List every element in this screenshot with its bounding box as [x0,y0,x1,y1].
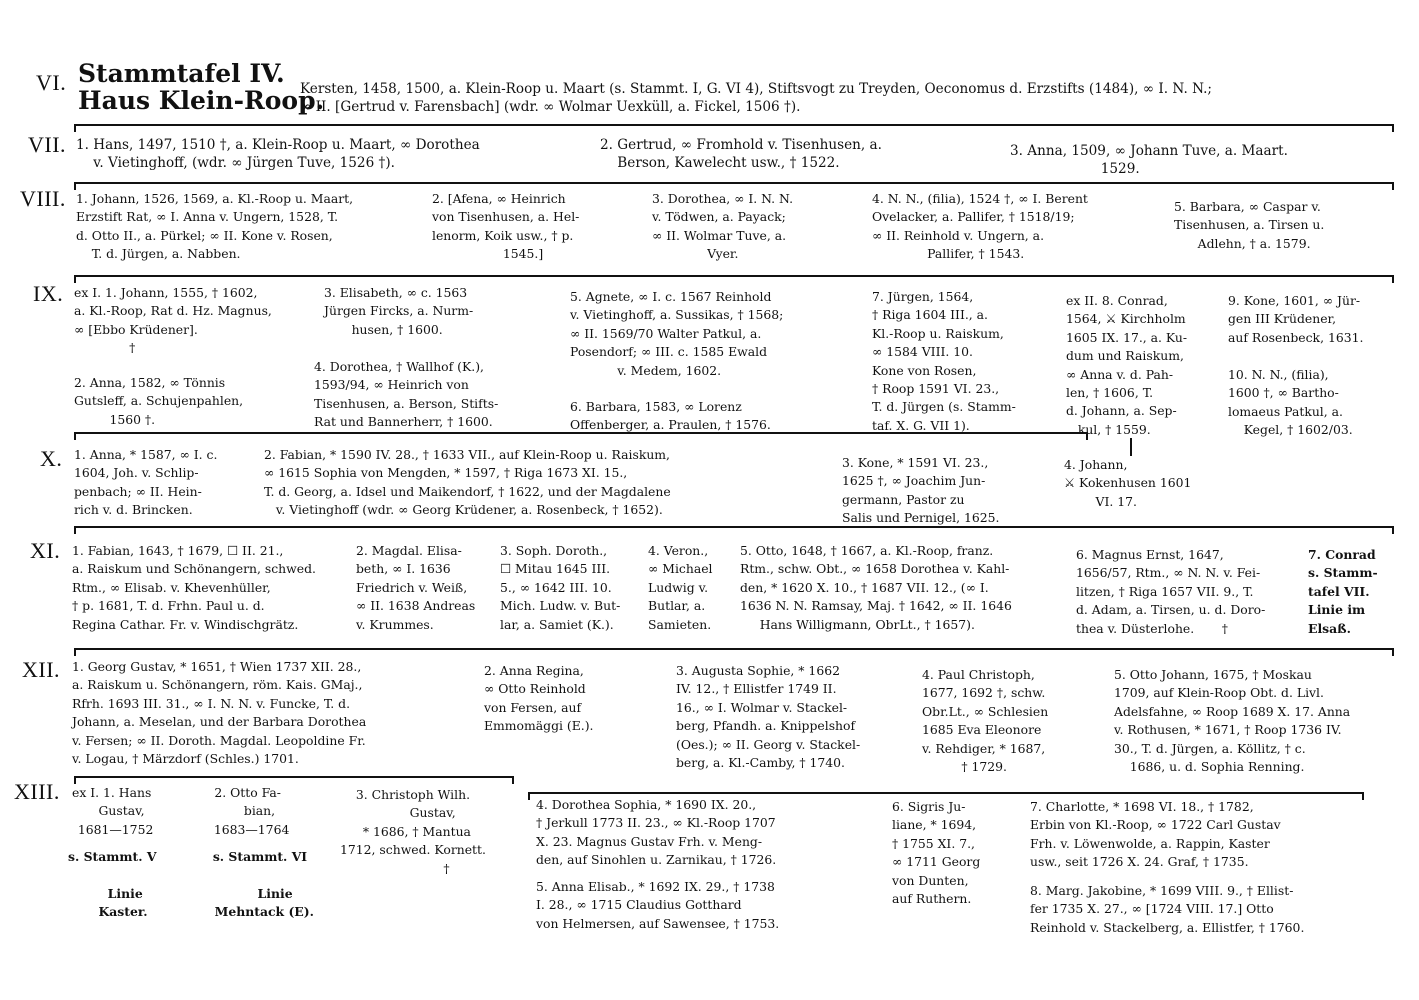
entry-xii-1-georg-gustav: 1. Georg Gustav, * 1651, † Wien 1737 XII. 28., a. Raiskum u. Schönangern, röm. Kais. GMaj., Rfrh. 1693 III. 31., ∞ I. N. N. v. Funcke, T. d. Johann, a. Meselan, und der Barbara Dorothea v. Fersen; ∞ II. Doroth. Magdal. Leopoldine Fr. v. Logau, † Märzdorf (Schles.) 1701. [72,659,367,767]
entry-ix-10-nn-filia: 10. N. N., (filia), 1600 †, ∞ Bartho- lomaeus Patkul, a. Kegel, † 1602/03. [1228,367,1353,438]
entry-ix-1-johann: ex I. 1. Johann, 1555, † 1602, a. Kl.-Roop, Rat d. Hz. Magnus, ∞ [Ebbo Krüdener]. † [74,285,272,356]
entry-xii-4-paul-christoph: 4. Paul Christoph, 1677, 1692 †, schw. Obr.Lt., ∞ Schlesien 1685 Eva Eleonore v. Rehdiger, * 1687, † 1729. [922,667,1049,775]
entry-viii-4-nn-filia: 4. N. N., (filia), 1524 †, ∞ I. Berent Ovelacker, a. Pallifer, † 1518/19; ∞ II. Reinhold v. Ungern, a. Pallifer, † 1543. [872,191,1088,262]
entry-xi-5-otto: 5. Otto, 1648, † 1667, a. Kl.-Roop, franz. Rtm., schw. Obt., ∞ 1658 Dorothea v. Kahl- den, * 1620 X. 10., † 1687 VII. 12., (∞ I. 1636 N. N. Ramsay, Maj. † 1642, ∞ II. 1646 Hans Willigmann, ObrLt., † 1657). [740,543,1012,632]
entry-ix-7-juergen: 7. Jürgen, 1564, † Riga 1604 III., a. Kl.-Roop u. Raiskum, ∞ 1584 VIII. 10. Kone von Rosen, † Roop 1591 VI. 23., T. d. Jürgen (s. Stamm- taf. X. G. VII 1). [872,289,1016,433]
generation-label-xi: XI. [30,538,61,563]
entry-ix-8-conrad: ex II. 8. Conrad, 1564, ⚔ Kirchholm 1605 IX. 17., a. Ku- dum und Raiskum, ∞ Anna v. d. Pah- len, † 1606, T. d. Johann, a. Sep- kul, † 1559. [1066,293,1188,437]
entry-xi-1-fabian: 1. Fabian, 1643, † 1679, ☐ II. 21., a. Raiskum und Schönangern, schwed. Rtm., ∞ Elisab. v. Khevenhüller, † p. 1681, T. d. Frhn. Paul u. d. Regina Cathar. Fr. v. Windischgrätz. [72,543,316,632]
entry-ix-2-anna: 2. Anna, 1582, ∞ Tönnis Gutsleff, a. Schujenpahlen, 1560 †. [74,375,244,427]
entry-xii-3-augusta-sophie: 3. Augusta Sophie, * 1662 IV. 12., † Ellistfer 1749 II. 16., ∞ I. Wolmar v. Stackel- berg, Pfandh. a. Knippelshof (Oes.); ∞ II. Georg v. Stackel- berg, a. Kl.-Camby, † 1740. [676,663,861,771]
entry-x-3-kone: 3. Kone, * 1591 VI. 23., 1625 †, ∞ Joachim Jun- germann, Pastor zu Salis und Pernigel, 1625. [842,455,1000,526]
entry-xiii-5-anna-elisab: 5. Anna Elisab., * 1692 IX. 29., † 1738 I. 28., ∞ 1715 Claudius Gotthard von Helmersen, auf Sawensee, † 1753. [536,879,780,931]
title-line-2: Haus Klein-Roop. [78,86,325,115]
entry-xiii-1-reference: s. Stammt. V Linie Kaster. [68,849,157,920]
descent-bracket-vi [74,124,1394,132]
entry-xiii-2-reference: s. Stammt. VI Linie Mehntack (E). [212,849,314,920]
descent-bracket-ix [74,432,1088,440]
entry-ix-6-barbara: 6. Barbara, 1583, ∞ Lorenz Offenberger, a. Praulen, † 1576. [570,399,771,433]
generation-label-vii: VII. [28,132,67,157]
entry-xii-2-anna-regina: 2. Anna Regina, ∞ Otto Reinhold von Fersen, auf Emmomäggi (E.). [484,663,594,734]
entry-vii-1-hans: 1. Hans, 1497, 1510 †, a. Klein-Roop u. Maart, ∞ Dorothea v. Vietinghoff, (wdr. ∞ Jürgen Tuve, 1526 †). [76,137,480,172]
entry-xiii-4-dorothea-sophia: 4. Dorothea Sophia, * 1690 IX. 20., † Jerkull 1773 II. 23., ∞ Kl.-Roop 1707 X. 23. Magnus Gustav Frh. v. Meng- den, auf Sinohlen u. Zarnikau, † 1726. [536,797,777,868]
entry-xi-6-magnus-ernst: 6. Magnus Ernst, 1647, 1656/57, Rtm., ∞ N. N. v. Fei- litzen, † Riga 1657 VII. 9., T. d. Adam, a. Tirsen, u. d. Doro- thea v. Düsterlohe. † [1076,547,1266,636]
descent-bracket-xii-a [74,776,514,784]
entry-xi-4-veron: 4. Veron., ∞ Michael Ludwig v. Butlar, a. Samieten. [648,543,713,632]
entry-viii-3-dorothea: 3. Dorothea, ∞ I. N. N. v. Tödwen, a. Payack; ∞ II. Wolmar Tuve, a. Vyer. [652,191,794,262]
table-title [78,60,324,114]
entry-xi-2-magdal-elisabeth: 2. Magdal. Elisa- beth, ∞ I. 1636 Friedrich v. Weiß, ∞ II. 1638 Andreas v. Krummes. [356,543,476,632]
entry-viii-5-barbara: 5. Barbara, ∞ Caspar v. Tisenhusen, a. Tirsen u. Adlehn, † a. 1579. [1174,199,1325,251]
entry-x-2-fabian: 2. Fabian, * 1590 IV. 28., † 1633 VII., auf Klein-Roop u. Raiskum, ∞ 1615 Sophia von Mengden, * 1597, † Riga 1673 XI. 15., T. d. Georg, a. Idsel und Maikendorf, † 1622, und der Magdalene v. Vietinghoff (wdr. ∞ Georg Krüdener, a. Rosenbeck, † 1652). [264,447,671,518]
entry-x-1-anna: 1. Anna, * 1587, ∞ I. c. 1604, Joh. v. Schlip- penbach; ∞ II. Hein- rich v. d. Brincken. [74,447,218,518]
descent-bracket-x [74,526,1394,534]
entry-vii-3-anna: 3. Anna, 1509, ∞ Johann Tuve, a. Maart. 1529. [1010,143,1288,178]
entry-xiii-8-marg-jakobine: 8. Marg. Jakobine, * 1699 VIII. 9., † Ellist- fer 1735 X. 27., ∞ [1724 VIII. 17.] Otto Reinhold v. Stackelberg, a. Ellistfer, † 1760. [1030,883,1305,935]
entry-viii-2-afena: 2. [Afena, ∞ Heinrich von Tisenhusen, a. Hel- lenorm, Koik usw., † p. 1545.] [432,191,580,262]
entry-xiii-2-otto-fabian: 2. Otto Fa- bian, 1683—1764 [213,785,290,837]
entry-xi-7-conrad: 7. Conrad s. Stamm- tafel VII. Linie im Elsaß. [1308,547,1378,636]
entry-viii-1-johann: 1. Johann, 1526, 1569, a. Kl.-Roop u. Maart, Erzstift Rat, ∞ I. Anna v. Ungern, 1528, T. d. Otto II., a. Pürkel; ∞ II. Kone v. Rosen, T. d. Jürgen, a. Nabben. [76,191,354,262]
entry-xiii-3-christoph-wilh-gustav: 3. Christoph Wilh. Gustav, * 1686, † Mantua 1712, schwed. Kornett. † [340,787,486,876]
entry-ix-3-elisabeth: 3. Elisabeth, ∞ c. 1563 Jürgen Fircks, a. Nurm- husen, † 1600. [324,285,474,337]
entry-x-4-johann: 4. Johann, ⚔ Kokenhusen 1601 VI. 17. [1064,457,1192,509]
descent-bracket-xi [74,648,1394,656]
generation-label-vi: VI. [36,70,67,95]
title-line-1: Stammtafel IV. [78,59,285,88]
entry-vii-2-gertrud: 2. Gertrud, ∞ Fromhold v. Tisenhusen, a. Berson, Kawelecht usw., † 1522. [600,137,882,172]
entry-ix-4-dorothea: 4. Dorothea, † Wallhof (K.), 1593/94, ∞ Heinrich von Tisenhusen, a. Berson, Stifts- Rat und Bannerherr, † 1600. [314,359,499,430]
descent-bracket-vii [74,182,1394,190]
entry-vi-kersten: Kersten, 1458, 1500, a. Klein-Roop u. Maart (s. Stammt. I, G. VI 4), Stiftsvogt zu Treyden, Oeconomus d. Erzstifts (1484), ∞ I. N. N.; ∞ II. [Gertrud v. Farensbach] (wdr. ∞ Wolmar Uexküll, a. Fickel, 1506 †). [300,81,1213,116]
entry-xiii-7-charlotte: 7. Charlotte, * 1698 VI. 18., † 1782, Erbin von Kl.-Roop, ∞ 1722 Carl Gustav Frh. v. Löwenwolde, a. Rappin, Kaster usw., seit 1726 X. 24. Graf, † 1735. [1030,799,1281,870]
generation-label-xii: XII. [22,657,61,682]
descent-line-conrad [1130,438,1132,456]
entry-ix-5-agnete: 5. Agnete, ∞ I. c. 1567 Reinhold v. Vietinghoff, a. Sussikas, † 1568; ∞ II. 1569/70 Walter Patkul, a. Posendorf; ∞ III. c. 1585 Ewald v. Medem, 1602. [570,289,784,378]
generation-label-ix: IX. [33,281,64,306]
generation-label-x: X. [40,446,63,471]
entry-xiii-6-sigris-juliane: 6. Sigris Ju- liane, * 1694, † 1755 XI. 7., ∞ 1711 Georg von Dunten, auf Ruthern. [892,799,981,907]
generation-label-viii: VIII. [20,186,66,211]
entry-xiii-1-hans-gustav: ex I. 1. Hans Gustav, 1681—1752 [72,785,154,837]
entry-xi-3-soph-doroth: 3. Soph. Doroth., ☐ Mitau 1645 III. 5., ∞ 1642 III. 10. Mich. Ludw. v. But- lar, a. Samiet (K.). [500,543,621,632]
descent-bracket-viii [74,275,1394,283]
entry-ix-9-kone: 9. Kone, 1601, ∞ Jür- gen III Krüdener, auf Rosenbeck, 1631. [1228,293,1364,345]
generation-label-xiii: XIII. [14,779,60,804]
entry-xii-5-otto-johann: 5. Otto Johann, 1675, † Moskau 1709, auf Klein-Roop Obt. d. Livl. Adelsfahne, ∞ Roop 1689 X. 17. Anna v. Rothusen, * 1671, † Roop 1736 IV. 30., T. d. Jürgen, a. Köllitz, † c. 1686, u. d. Sophia Renning. [1114,667,1351,775]
